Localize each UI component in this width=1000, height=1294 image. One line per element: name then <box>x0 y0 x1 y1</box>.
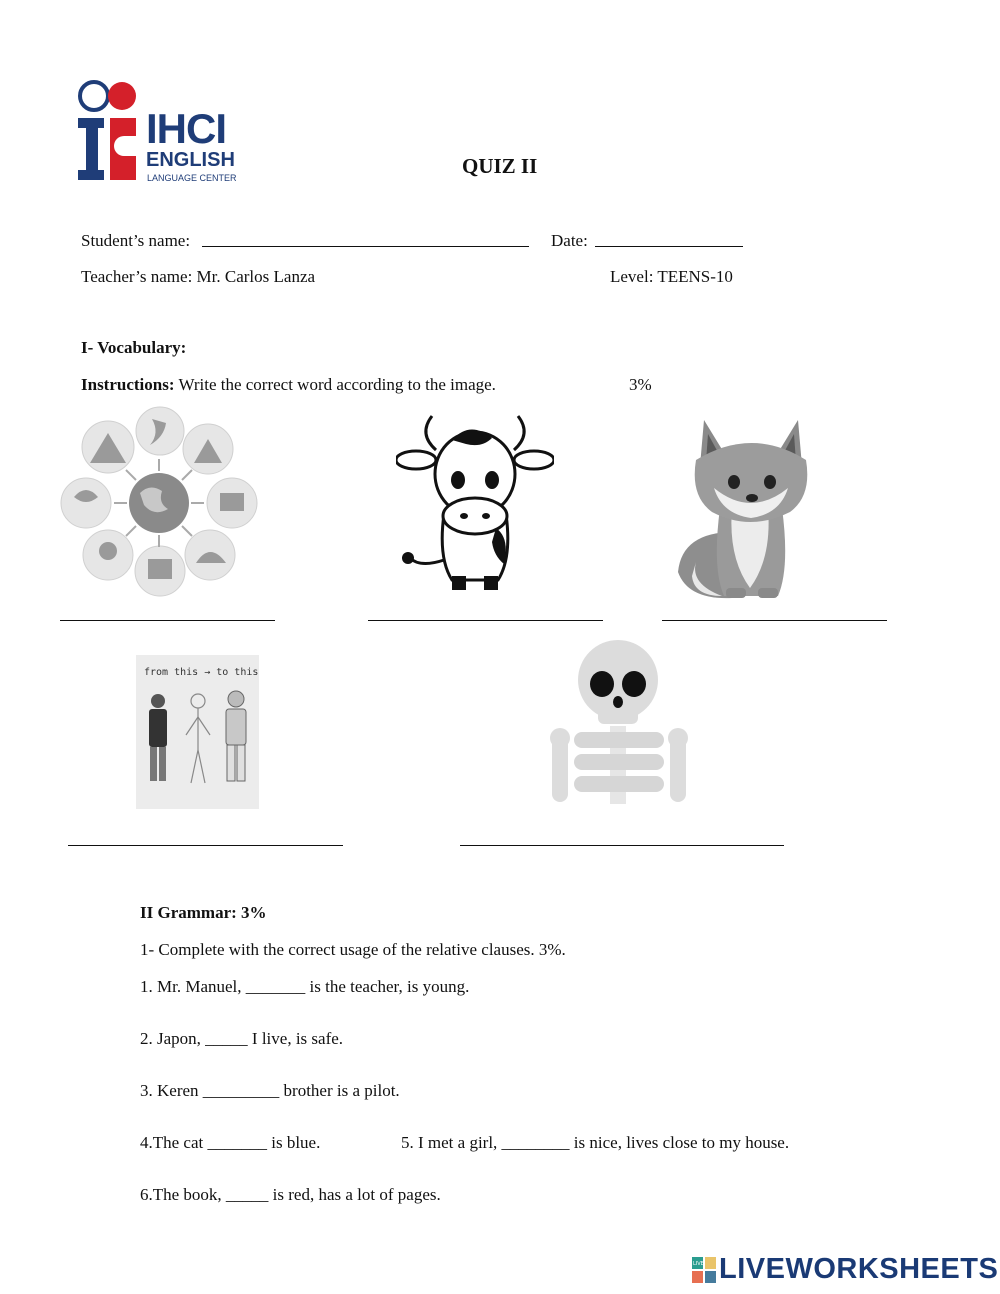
student-name-blank[interactable] <box>202 246 529 247</box>
logo-brand: IHCI <box>146 105 226 152</box>
sketch-figures <box>136 655 259 809</box>
quiz-title: QUIZ II <box>462 154 538 178</box>
teacher-name: Teacher’s name: Mr. Carlos Lanza <box>81 267 316 286</box>
grammar-question-5[interactable]: 5. I met a girl, ________ is nice, lives close to my house. <box>401 1133 790 1152</box>
fox-image <box>674 412 810 602</box>
vocabulary-heading: I- Vocabulary: <box>81 338 187 357</box>
instructions-label: Instructions: <box>81 375 175 394</box>
vocab-answer-2-blank[interactable] <box>368 620 603 621</box>
vocab-answer-1-blank[interactable] <box>60 620 275 621</box>
date-label: Date: <box>551 231 588 250</box>
instructions-text: Write the correct word according to the image. <box>178 375 496 394</box>
date-blank[interactable] <box>595 246 743 247</box>
ihci-logo-mark <box>76 78 138 182</box>
grammar-question-6[interactable]: 6.The book, _____ is red, has a lot of pages. <box>140 1185 441 1204</box>
level-label: Level: TEENS-10 <box>610 267 733 286</box>
grammar-heading: II Grammar: 3% <box>140 903 267 922</box>
logo-sub: ENGLISH <box>146 149 235 171</box>
sketch-caption: from this → to this <box>144 667 259 678</box>
instructions <box>81 375 496 395</box>
grammar-question-2[interactable]: 2. Japon, _____ I live, is safe. <box>140 1029 344 1048</box>
grammar-question-3[interactable]: 3. Keren _________ brother is a pilot. <box>140 1081 400 1100</box>
grammar-question-1[interactable]: 1. Mr. Manuel, _______ is the teacher, is young. <box>140 977 470 996</box>
skeleton-image <box>548 640 690 806</box>
student-name-label: Student’s name: <box>81 231 191 250</box>
vocabulary-score: 3% <box>629 375 652 394</box>
logo-tagline: LANGUAGE CENTER <box>147 173 237 183</box>
makeover-sketch-image <box>136 655 259 809</box>
liveworksheets-badge: LIVE <box>693 1261 704 1267</box>
liveworksheets-brand: LIVEWORKSHEETS <box>719 1253 999 1285</box>
cow-image <box>396 410 554 594</box>
vocab-answer-4-blank[interactable] <box>68 845 343 846</box>
grammar-intro: 1- Complete with the correct usage of the relative clauses. 3%. <box>140 940 566 959</box>
natural-disasters-image <box>60 405 258 599</box>
grammar-question-4[interactable]: 4.The cat _______ is blue. <box>140 1133 321 1152</box>
vocab-answer-3-blank[interactable] <box>662 620 887 621</box>
liveworksheets-logo <box>692 1253 999 1287</box>
ihci-logo <box>76 78 246 184</box>
vocab-answer-5-blank[interactable] <box>460 845 784 846</box>
